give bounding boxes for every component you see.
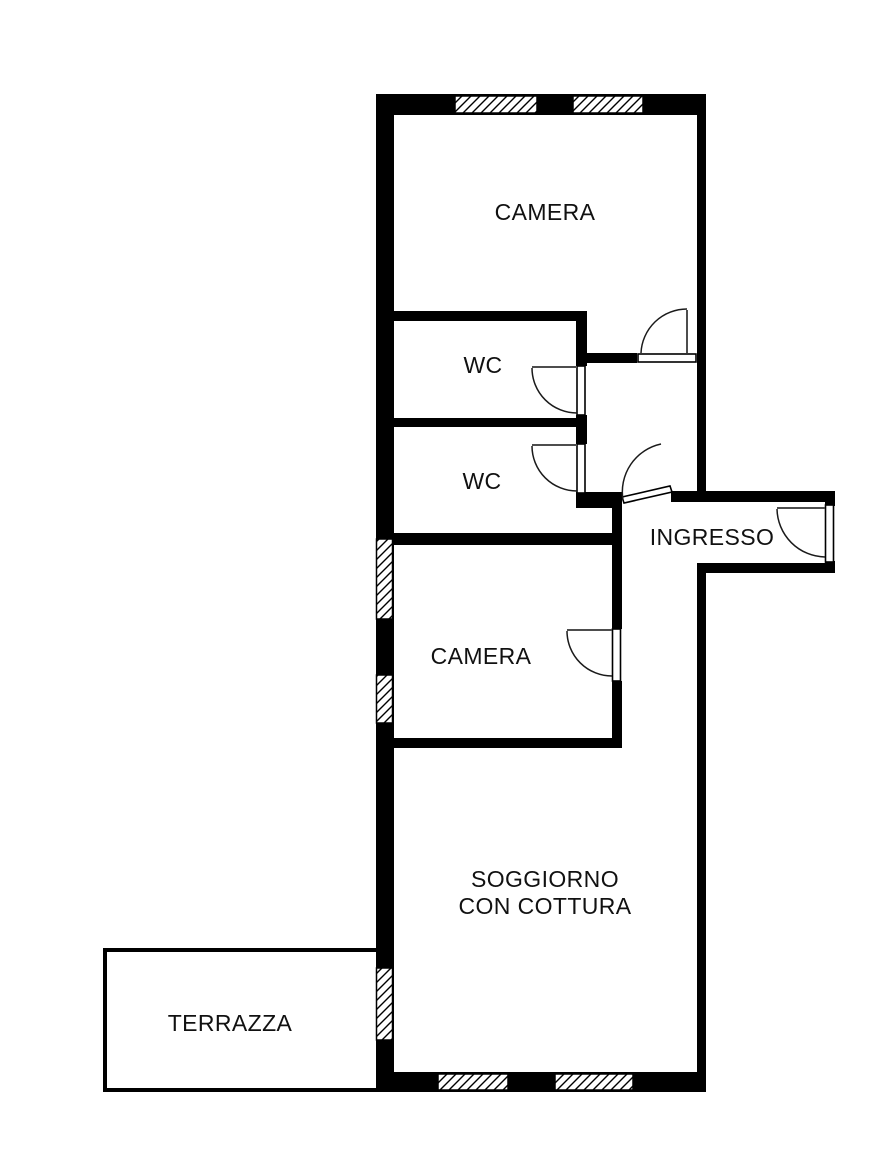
terrazza-top-edge (103, 948, 378, 952)
window-bottom-1 (438, 1074, 508, 1090)
door-threshold-camera-top (638, 354, 696, 362)
wall-wc-upper-top (376, 311, 587, 321)
room-label-ingresso: INGRESSO (649, 524, 775, 550)
room-label-wc-lower: WC (462, 468, 502, 494)
window-left-2 (377, 675, 393, 723)
wall-outer-top (376, 94, 706, 115)
door-threshold-wc-lower (577, 444, 585, 493)
wall-wc-right-upper (576, 311, 587, 366)
wall-camera-middle-bottom (376, 738, 622, 748)
wall-corridor-bottom (698, 563, 835, 573)
wall-camera-middle-right-upper (612, 500, 622, 629)
wall-wc-right-mid (576, 415, 587, 444)
wall-wc-divider (376, 418, 576, 427)
wall-camera-top-bottom (587, 353, 637, 363)
room-label-soggiorno-line2: CON COTTURA (458, 893, 632, 919)
wall-outer-right-upper (697, 94, 706, 502)
wall-camera-middle-right-lower (612, 681, 622, 748)
room-label-camera-top: CAMERA (494, 199, 596, 225)
door-threshold-entrance (826, 505, 834, 562)
window-left-1 (377, 539, 393, 619)
wall-corridor-right-upper-stub (825, 491, 835, 506)
door-threshold-wc-upper (577, 366, 585, 415)
wall-outer-right-lower (697, 563, 706, 1092)
wall-camera-middle-top (376, 533, 622, 545)
window-left-3 (377, 968, 393, 1040)
room-label-camera-middle: CAMERA (430, 643, 532, 669)
room-label-soggiorno-line1: SOGGIORNO (470, 866, 620, 892)
terrazza-bottom-edge (103, 1088, 381, 1092)
wall-outer-bottom (376, 1072, 706, 1092)
door-threshold-camera-middle (613, 629, 621, 681)
room-label-wc-upper: WC (463, 352, 503, 378)
window-bottom-2 (555, 1074, 633, 1090)
window-top-1 (455, 96, 537, 113)
room-label-terrazza: TERRAZZA (167, 1010, 293, 1036)
terrazza-left-edge (103, 948, 107, 1092)
wall-corridor-top (671, 491, 835, 502)
window-top-2 (573, 96, 643, 113)
